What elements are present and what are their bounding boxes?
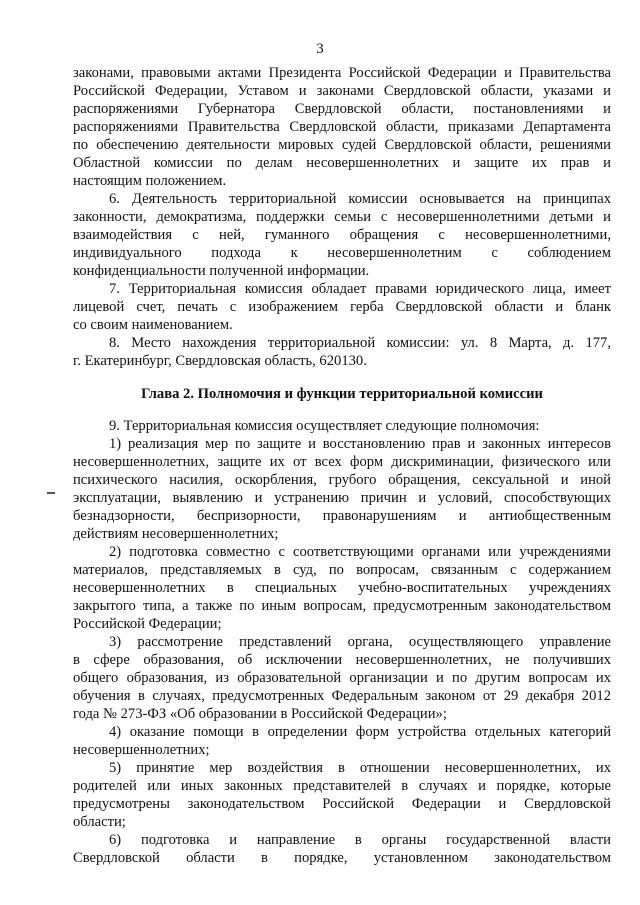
- paragraph-7: [73, 280, 611, 334]
- text-line: в сфере образования, об исключении несовершеннолетних, не получивших: [73, 652, 611, 668]
- text-line: 8. Место нахождения территориальной комиссии: ул. 8 Марта, д. 177,: [109, 335, 611, 351]
- text-line: закрытого типа, а также по иным вопросам, предусмотренным законодательством: [73, 598, 611, 614]
- list-item-5: [73, 759, 611, 831]
- paragraph-9: 9. Территориальная комиссия осуществляет следующие полномочия:: [109, 418, 540, 434]
- text-line: обучения в случаях, предусмотренных Федеральным законом от 29 декабря 2012: [73, 688, 611, 704]
- chapter-title: Глава 2. Полномочия и функции территориальной комиссии: [141, 386, 543, 402]
- paragraph-intro: [73, 64, 611, 190]
- paragraph-6: [73, 190, 611, 280]
- text-line: г. Екатеринбург, Свердловская область, 620130.: [73, 353, 367, 369]
- text-line: несовершеннолетних;: [73, 742, 210, 758]
- text-line: 2) подготовка совместно с соответствующими органами или учреждениями: [109, 544, 611, 560]
- text-line: законности, демократизма, поддержки семьи с несовершеннолетними детьми и: [73, 209, 611, 225]
- text-line: действиям несовершеннолетних;: [73, 526, 279, 542]
- text-line: 6. Деятельность территориальной комиссии основывается на принципах: [109, 191, 611, 207]
- text-line: 3) рассмотрение представлений органа, осуществляющего управление: [109, 634, 611, 650]
- text-line: родителей или иных законных представителей в случаях и порядке, которые: [73, 778, 611, 794]
- list-item-3: [73, 633, 611, 723]
- list-item-4: [73, 723, 611, 759]
- text-line: со своим наименованием.: [73, 317, 233, 333]
- paragraph-8: [73, 334, 611, 370]
- text-line: Российской Федерации;: [73, 616, 222, 632]
- margin-mark: [47, 492, 55, 494]
- text-line: по обеспечению деятельности мировых судей Свердловской области, решениями: [73, 137, 611, 153]
- text-line: распоряжениями Губернатора Свердловской области, постановлениями и: [73, 101, 611, 117]
- text-line: Областной комиссии по делам несовершеннолетних и защите их прав и: [73, 155, 611, 171]
- list-item-2: [73, 543, 611, 633]
- text-line: области;: [73, 814, 126, 830]
- text-line: взаимодействия с ней, гуманного обращения с несовершеннолетними,: [73, 227, 611, 243]
- text-line: 7. Территориальная комиссия обладает правами юридического лица, имеет: [109, 281, 611, 297]
- text-line: 5) принятие мер воздействия в отношении несовершеннолетних, их: [109, 760, 611, 776]
- page-number: 3: [316, 41, 324, 57]
- text-line: лицевой счет, печать с изображением герба Свердловской области и бланк: [73, 299, 611, 315]
- text-line: конфиденциальности полученной информации.: [73, 263, 370, 279]
- document-body: [73, 64, 611, 867]
- text-line: несовершеннолетних в специальных учебно-воспитательных учреждениях: [73, 580, 611, 596]
- text-line: Свердловской области в порядке, установленном законодательством: [73, 850, 611, 866]
- text-line: распоряжениями Правительства Свердловской области, приказами Департамента: [73, 119, 611, 135]
- list-item-6: [73, 831, 611, 867]
- text-line: материалов, представляемых в суд, по вопросам, связанным с содержанием: [73, 562, 611, 578]
- text-line: психического насилия, оскорбления, грубого обращения, сексуальной и иной: [73, 472, 611, 488]
- text-line: 1) реализация мер по защите и восстановлению прав и законных интересов: [109, 436, 611, 452]
- text-line: безнадзорности, беспризорности, правонарушениям и антиобщественным: [73, 508, 611, 524]
- text-line: индивидуального подхода к несовершеннолетним с соблюдением: [73, 245, 611, 261]
- text-line: года № 273-ФЗ «Об образовании в Российской Федерации»;: [73, 706, 447, 722]
- text-line: предусмотрены законодательством Российской Федерации и Свердловской: [73, 796, 611, 812]
- text-line: эксплуатации, выявлению и устранению причин и условий, способствующих: [73, 490, 611, 506]
- list-item-1: [73, 435, 611, 543]
- text-line: 6) подготовка и направление в органы государственной власти: [109, 832, 611, 848]
- text-line: 4) оказание помощи в определении форм устройства отдельных категорий: [109, 724, 611, 740]
- text-line: общего образования, из образовательной организации и по другим вопросам их: [73, 670, 611, 686]
- text-line: Российской Федерации, Уставом и законами Свердловской области, указами и: [73, 83, 611, 99]
- text-line: настоящим положением.: [73, 173, 227, 189]
- text-line: несовершеннолетних, защите их от всех форм дискриминации, физического или: [73, 454, 611, 470]
- text-line: законами, правовыми актами Президента Российской Федерации и Правительства: [73, 65, 611, 81]
